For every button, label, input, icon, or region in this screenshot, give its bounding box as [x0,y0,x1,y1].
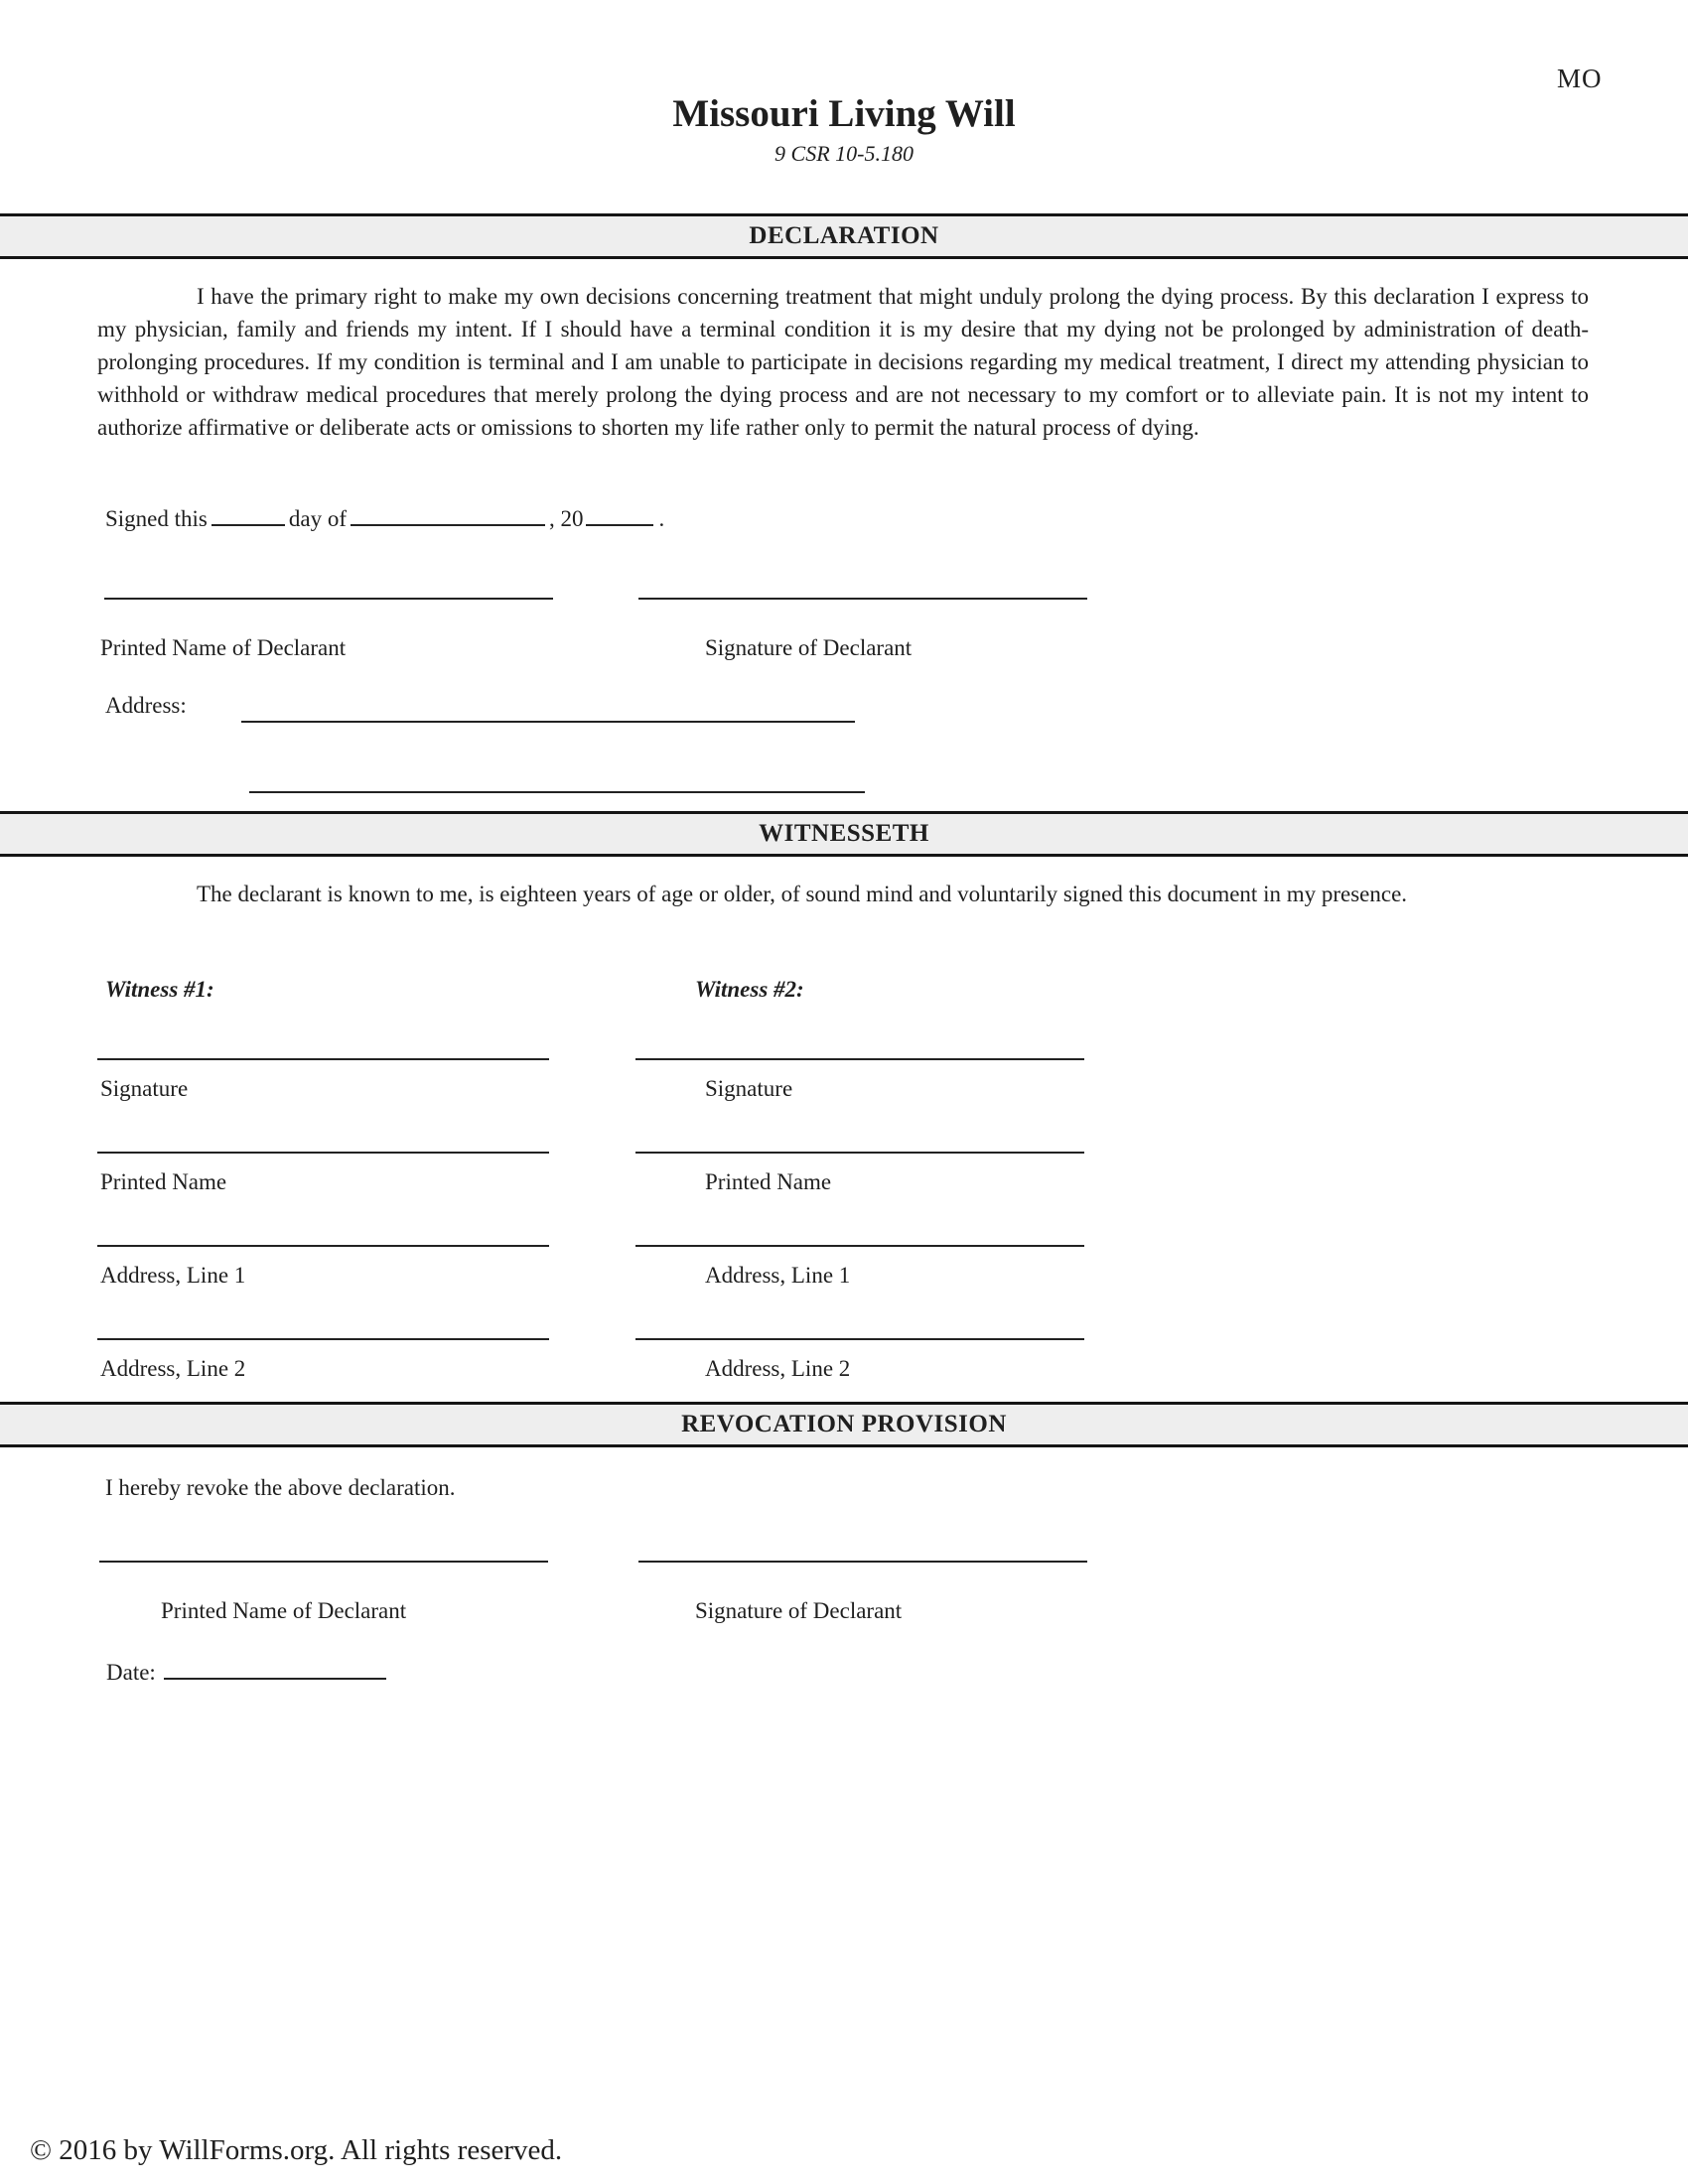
witness1-address1-label: Address, Line 1 [100,1263,246,1288]
signed-month-blank [351,504,545,526]
witness2-signature-label: Signature [705,1076,793,1101]
witness2-address2-label: Address, Line 2 [705,1356,851,1381]
witness1-address2-line [97,1338,549,1340]
declaration-paragraph: I have the primary right to make my own decisions concerning treatment that might unduly prolong the dying process. By this declaration I express to my physician, family and friends my intent. If I should have a terminal condition it is my desire that my dying not be prolonged by administration of death-prolonging procedures. If my condition is terminal and I am unable to participate in decisions regarding my medical treatment, I direct my attending physician to withhold or withdraw medical procedures that merely prolong the dying process and are not necessary to my comfort or to alleviate pain. It is not my intent to authorize affirmative or deliberate acts or omissions to shorten my life rather only to permit the natural process of dying. [97,284,1589,440]
date-label: Date: [106,1660,156,1685]
page-title: Missouri Living Will [672,92,1016,135]
witness1-address2-label: Address, Line 2 [100,1356,246,1381]
signed-year-prefix: , 20 [549,506,584,531]
section-header-declaration [0,213,1688,259]
section-header-revocation-label: REVOCATION PROVISION [681,1411,1007,1437]
section-header-witnesseth-label: WITNESSETH [759,820,929,847]
witness2-address1-line [635,1245,1084,1247]
revocation-date-row [106,1658,386,1686]
witness1-address1-line [97,1245,549,1247]
revocation-statement: I hereby revoke the above declaration. [105,1475,456,1500]
date-blank [164,1658,386,1680]
witness2-printed-name-line [635,1152,1084,1154]
signed-prefix: Signed this [105,506,208,531]
declarant-signature-line [638,598,1087,600]
footer-copyright: © 2016 by WillForms.org. All rights reserved. [30,2134,563,2166]
state-code: MO [1557,64,1603,93]
revocation-printed-name-line [99,1561,548,1563]
signed-date-line [105,504,664,532]
signed-period: . [658,506,665,531]
revocation-printed-name-label: Printed Name of Declarant [161,1598,407,1623]
witness1-printed-name-label: Printed Name [100,1169,227,1194]
witness2-printed-name-label: Printed Name [705,1169,832,1194]
signed-day-of: day of [288,506,347,531]
declarant-signature-label: Signature of Declarant [705,635,913,660]
page-subtitle: 9 CSR 10-5.180 [774,141,914,166]
revocation-signature-line [638,1561,1087,1563]
witness1-heading: Witness #1: [105,977,214,1002]
signed-year-blank [586,504,653,526]
declarant-printed-name-line [104,598,553,600]
witness2-heading: Witness #2: [695,977,804,1002]
address-label: Address: [105,693,187,718]
witnesseth-paragraph: The declarant is known to me, is eighteen years of age or older, of sound mind and voluntarily signed this document in my presence. [197,882,1408,906]
revocation-signature-label: Signature of Declarant [695,1598,903,1623]
witness1-signature-label: Signature [100,1076,189,1101]
witness1-printed-name-line [97,1152,549,1154]
section-header-revocation [0,1402,1688,1447]
witness2-address2-line [635,1338,1084,1340]
section-header-witnesseth [0,811,1688,857]
witness2-address1-label: Address, Line 1 [705,1263,851,1288]
witness2-signature-line [635,1058,1084,1060]
address-line-2 [249,791,865,793]
address-line-1 [241,721,855,723]
signed-day-blank [211,504,285,526]
section-header-declaration-label: DECLARATION [749,222,939,249]
declarant-printed-name-label: Printed Name of Declarant [100,635,347,660]
witness1-signature-line [97,1058,549,1060]
